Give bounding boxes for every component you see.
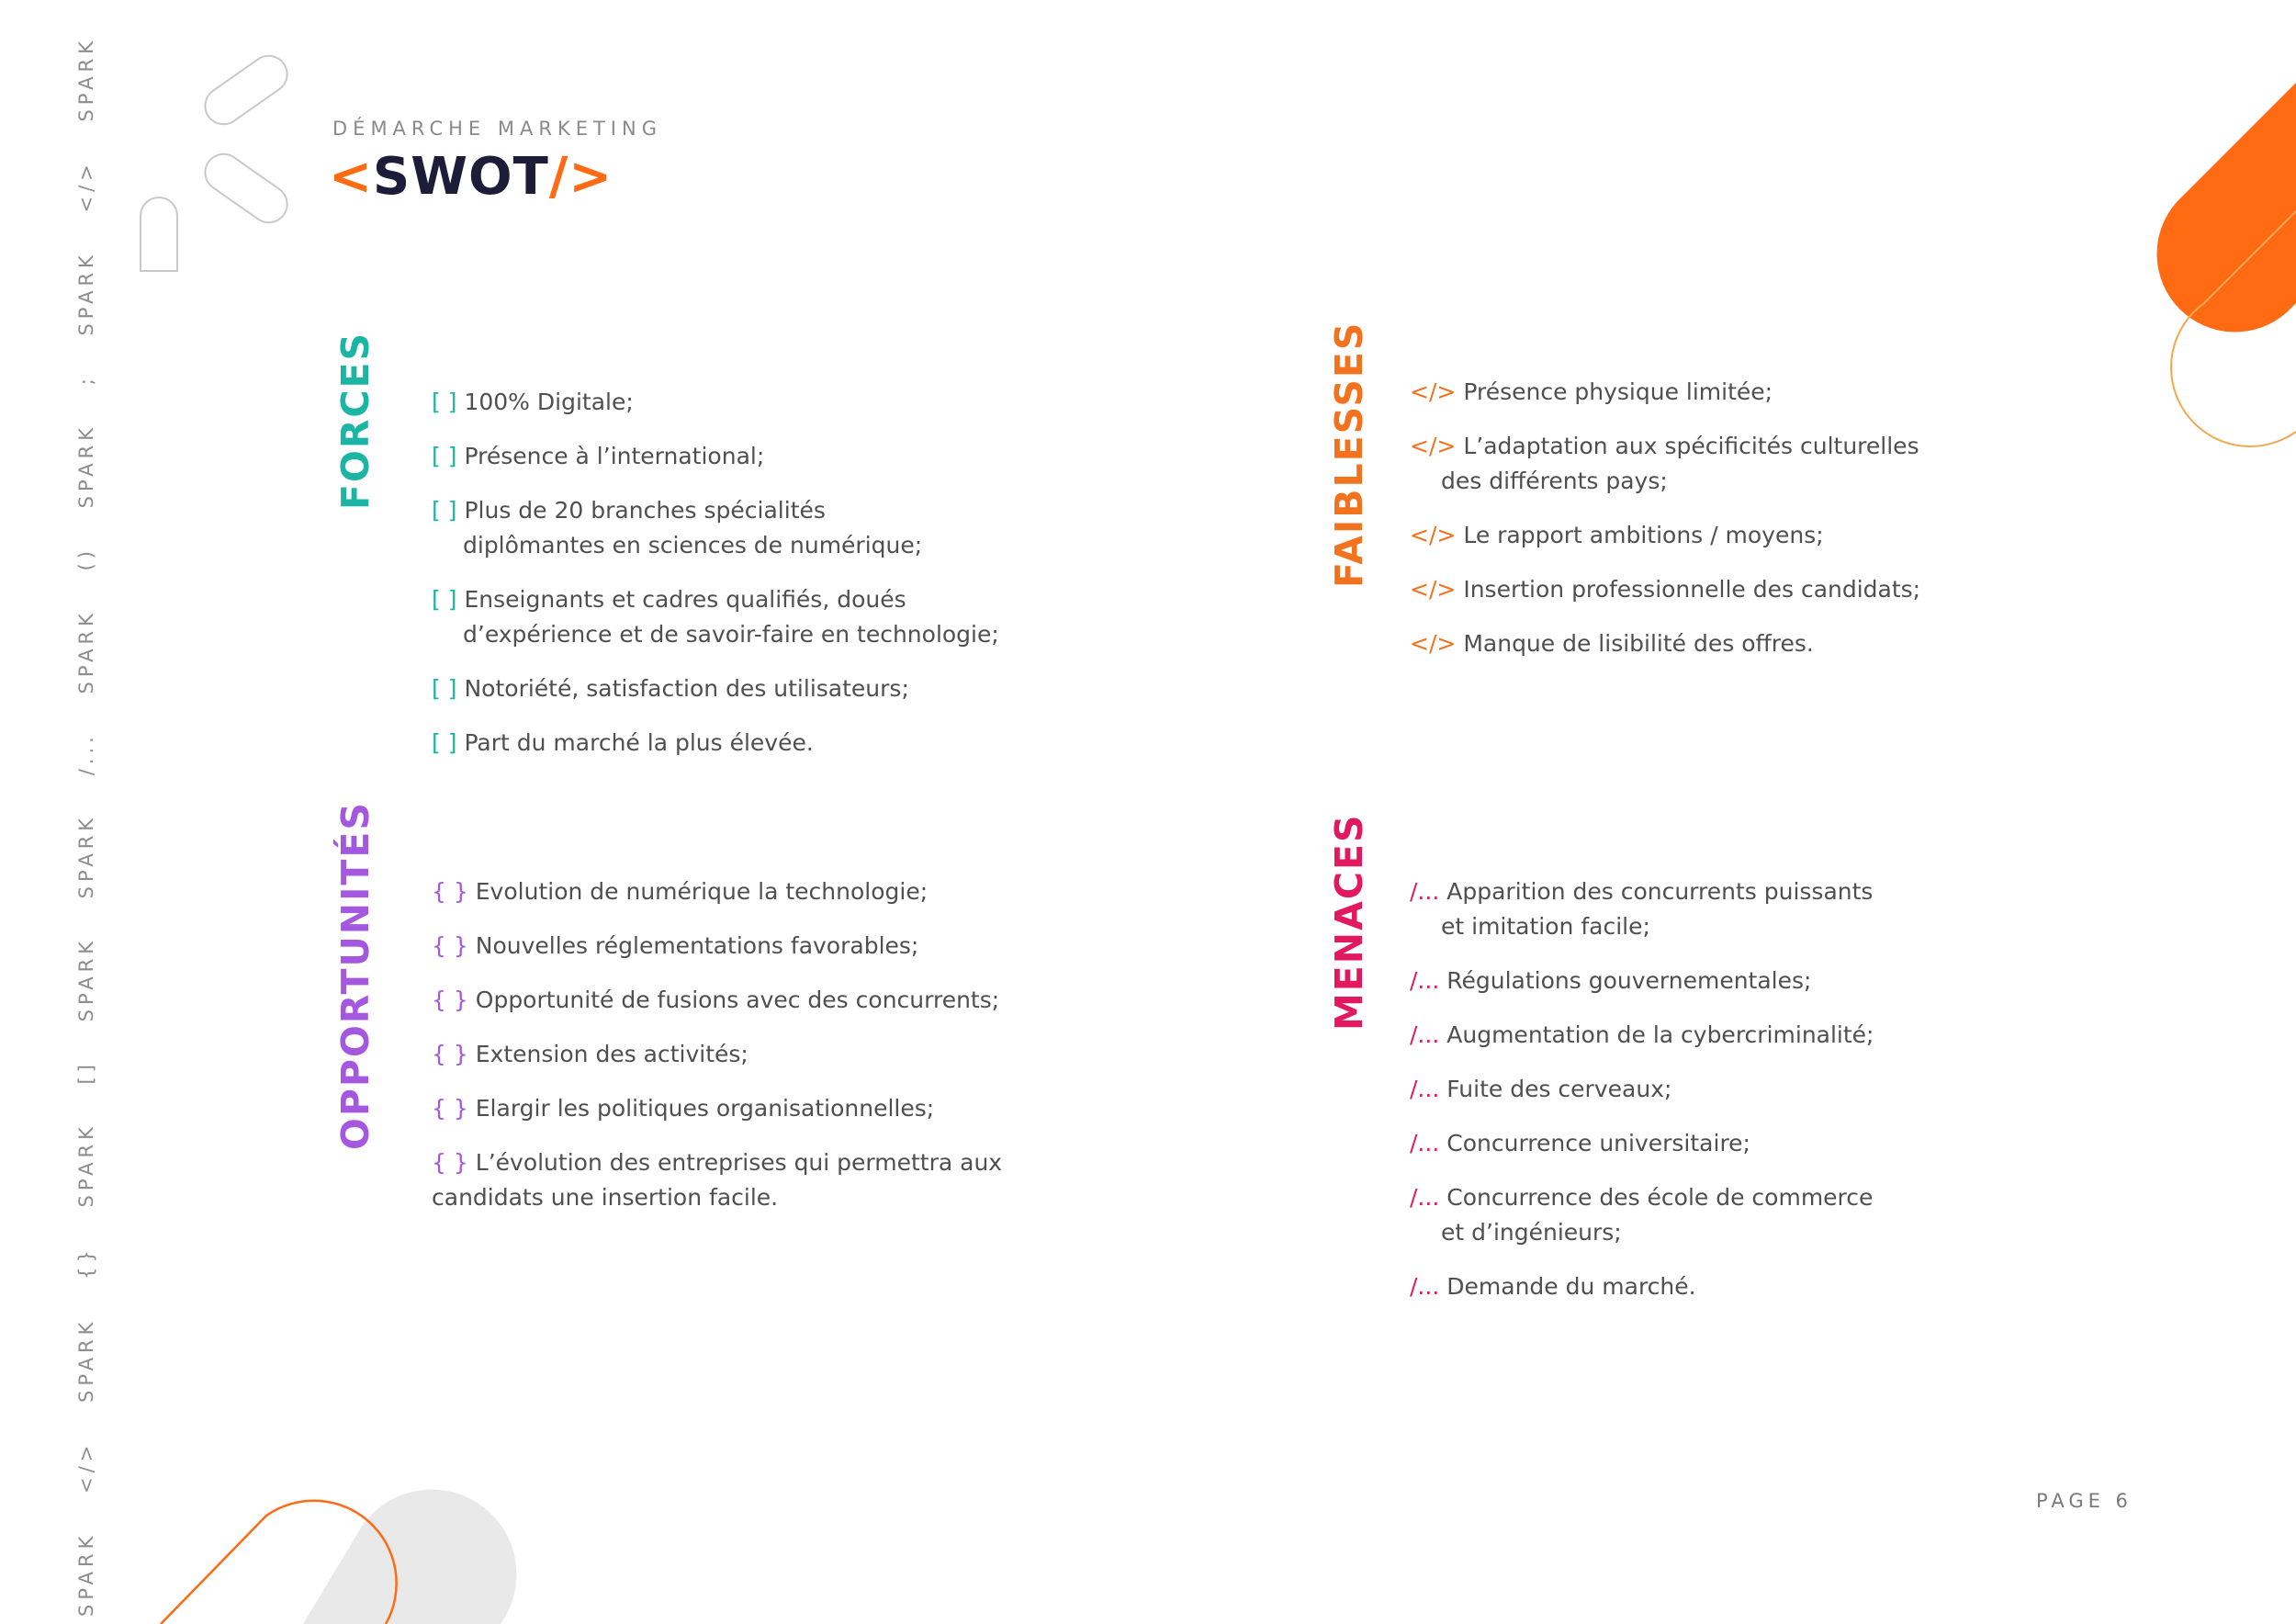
side-strip-item: SPARK <box>75 937 97 1022</box>
side-strip-item: ; <box>75 374 97 386</box>
item-text: Concurrence des école de commerce <box>1446 1184 1874 1211</box>
item-text-continued: d’expérience et de savoir-faire en technologie; <box>463 621 999 648</box>
bullet-marker: { } <box>432 1149 468 1176</box>
title-bracket-close: /> <box>548 147 613 207</box>
list-item <box>432 1037 1019 1072</box>
side-strip <box>66 37 107 1617</box>
item-text: Part du marché la plus élevée. <box>464 729 814 756</box>
item-text: 100% Digitale; <box>464 389 634 415</box>
bullet-marker: </> <box>1410 433 1457 459</box>
item-text: Présence physique limitée; <box>1463 378 1773 405</box>
list-item <box>1410 375 1998 410</box>
side-strip-item: [] <box>75 1060 97 1085</box>
bullet-marker: [ ] <box>432 586 457 613</box>
list-item <box>432 439 1019 474</box>
page-title <box>329 147 613 207</box>
item-text: Notoriété, satisfaction des utilisateurs; <box>464 675 909 702</box>
bullet-marker: { } <box>432 987 468 1013</box>
item-text: L’adaptation aux spécificités culturelles <box>1463 433 1919 459</box>
side-strip-item: SPARK <box>75 251 97 336</box>
list-item <box>432 983 1019 1018</box>
list-item <box>1410 874 1998 944</box>
list-item <box>432 726 1019 761</box>
bullet-marker: [ ] <box>432 729 457 756</box>
item-text: Manque de lisibilité des offres. <box>1463 630 1814 657</box>
side-strip-item: SPARK <box>75 1317 97 1403</box>
side-strip-item: SPARK <box>75 609 97 694</box>
list-item <box>1410 572 1998 607</box>
bullet-marker: [ ] <box>432 497 457 524</box>
bullet-marker: /... <box>1410 967 1440 994</box>
title-text: SWOT <box>372 147 549 207</box>
bullet-marker: { } <box>432 1041 468 1067</box>
bullet-marker: /... <box>1410 1130 1440 1156</box>
item-text: Elargir les politiques organisationnelles; <box>475 1095 935 1122</box>
list-item <box>432 929 1019 964</box>
side-strip-item: SPARK <box>75 423 97 509</box>
bullet-marker: </> <box>1410 630 1457 657</box>
bullet-marker: { } <box>432 878 468 905</box>
item-text: Le rapport ambitions / moyens; <box>1463 522 1824 548</box>
bullet-marker: </> <box>1410 522 1457 548</box>
side-strip-item: () <box>75 547 97 571</box>
bullet-marker: </> <box>1410 576 1457 603</box>
list-item <box>1410 1269 1998 1304</box>
bullet-marker: /... <box>1410 878 1440 905</box>
item-text: Insertion professionnelle des candidats; <box>1463 576 1921 603</box>
side-strip-item: </> <box>75 160 97 213</box>
opportunites-list <box>432 874 1019 1235</box>
bullet-marker: /... <box>1410 1273 1440 1300</box>
bullet-marker: [ ] <box>432 389 457 415</box>
item-text-continued: diplômantes en sciences de numérique; <box>463 532 923 558</box>
bullet-marker: [ ] <box>432 443 457 469</box>
page-number: PAGE 6 <box>2036 1490 2133 1512</box>
item-text: Régulations gouvernementales; <box>1446 967 1812 994</box>
list-item <box>1410 1126 1998 1161</box>
item-text: Concurrence universitaire; <box>1446 1130 1750 1156</box>
bullet-marker: [ ] <box>432 675 457 702</box>
item-text-continued: et imitation facile; <box>1441 913 1650 940</box>
item-text: Extension des activités; <box>475 1041 748 1067</box>
bullet-marker: /... <box>1410 1184 1440 1211</box>
item-text-continued: des différents pays; <box>1441 468 1668 494</box>
grey-capsule-shape <box>303 1490 516 1624</box>
list-item <box>1410 1072 1998 1107</box>
item-text: Fuite des cerveaux; <box>1446 1076 1672 1102</box>
item-text: Demande du marché. <box>1446 1273 1696 1300</box>
item-text: L’évolution des entreprises qui permettra aux <box>475 1149 1003 1176</box>
side-strip-item: SPARK <box>75 1122 97 1208</box>
item-text: Apparition des concurrents puissants <box>1446 878 1874 905</box>
list-item <box>1410 429 1998 499</box>
menaces-list <box>1410 874 1998 1324</box>
item-text: Nouvelles réglementations favorables; <box>475 932 919 959</box>
item-text-continued: et d’ingénieurs; <box>1441 1219 1622 1246</box>
bullet-marker: { } <box>432 1095 468 1122</box>
list-item <box>432 671 1019 706</box>
outline-pill-shapes <box>141 49 294 271</box>
side-strip-item: SPARK <box>75 813 97 899</box>
side-strip-item: SPARK <box>75 1531 97 1617</box>
bullet-marker: { } <box>432 932 468 959</box>
opportunites-label: OPPORTUNITÉS <box>333 801 377 1150</box>
item-text: Présence à l’international; <box>464 443 765 469</box>
forces-label: FORCES <box>333 331 377 510</box>
side-strip-item: </> <box>75 1440 97 1494</box>
side-strip-item: /... <box>75 732 97 776</box>
item-text-continued: candidats une insertion facile. <box>432 1184 779 1211</box>
list-item <box>432 1145 1019 1215</box>
list-item <box>1410 626 1998 661</box>
bullet-marker: /... <box>1410 1021 1440 1048</box>
menaces-label: MENACES <box>1327 813 1371 1031</box>
item-text: Enseignants et cadres qualifiés, doués <box>464 586 906 613</box>
list-item <box>1410 964 1998 998</box>
list-item <box>432 874 1019 909</box>
bullet-marker: </> <box>1410 378 1457 405</box>
orange-capsule-shape <box>2157 83 2296 332</box>
side-strip-item: SPARK <box>75 37 97 122</box>
item-text: Opportunité de fusions avec des concurrents; <box>475 987 1000 1013</box>
list-item <box>432 1091 1019 1126</box>
list-item <box>432 582 1019 652</box>
bullet-marker: /... <box>1410 1076 1440 1102</box>
list-item <box>1410 1018 1998 1053</box>
list-item <box>1410 518 1998 553</box>
page-subtitle: DÉMARCHE MARKETING <box>332 118 662 140</box>
list-item <box>1410 1180 1998 1250</box>
faiblesses-list <box>1410 375 1998 681</box>
title-bracket-open: < <box>329 147 373 207</box>
item-text: Augmentation de la cybercriminalité; <box>1446 1021 1874 1048</box>
list-item <box>432 385 1019 420</box>
list-item <box>432 493 1019 563</box>
item-text: Evolution de numérique la technologie; <box>475 878 929 905</box>
faiblesses-label: FAIBLESSES <box>1327 321 1371 588</box>
item-text: Plus de 20 branches spécialités <box>464 497 826 524</box>
side-strip-item: {} <box>75 1246 97 1280</box>
forces-list <box>432 385 1019 780</box>
